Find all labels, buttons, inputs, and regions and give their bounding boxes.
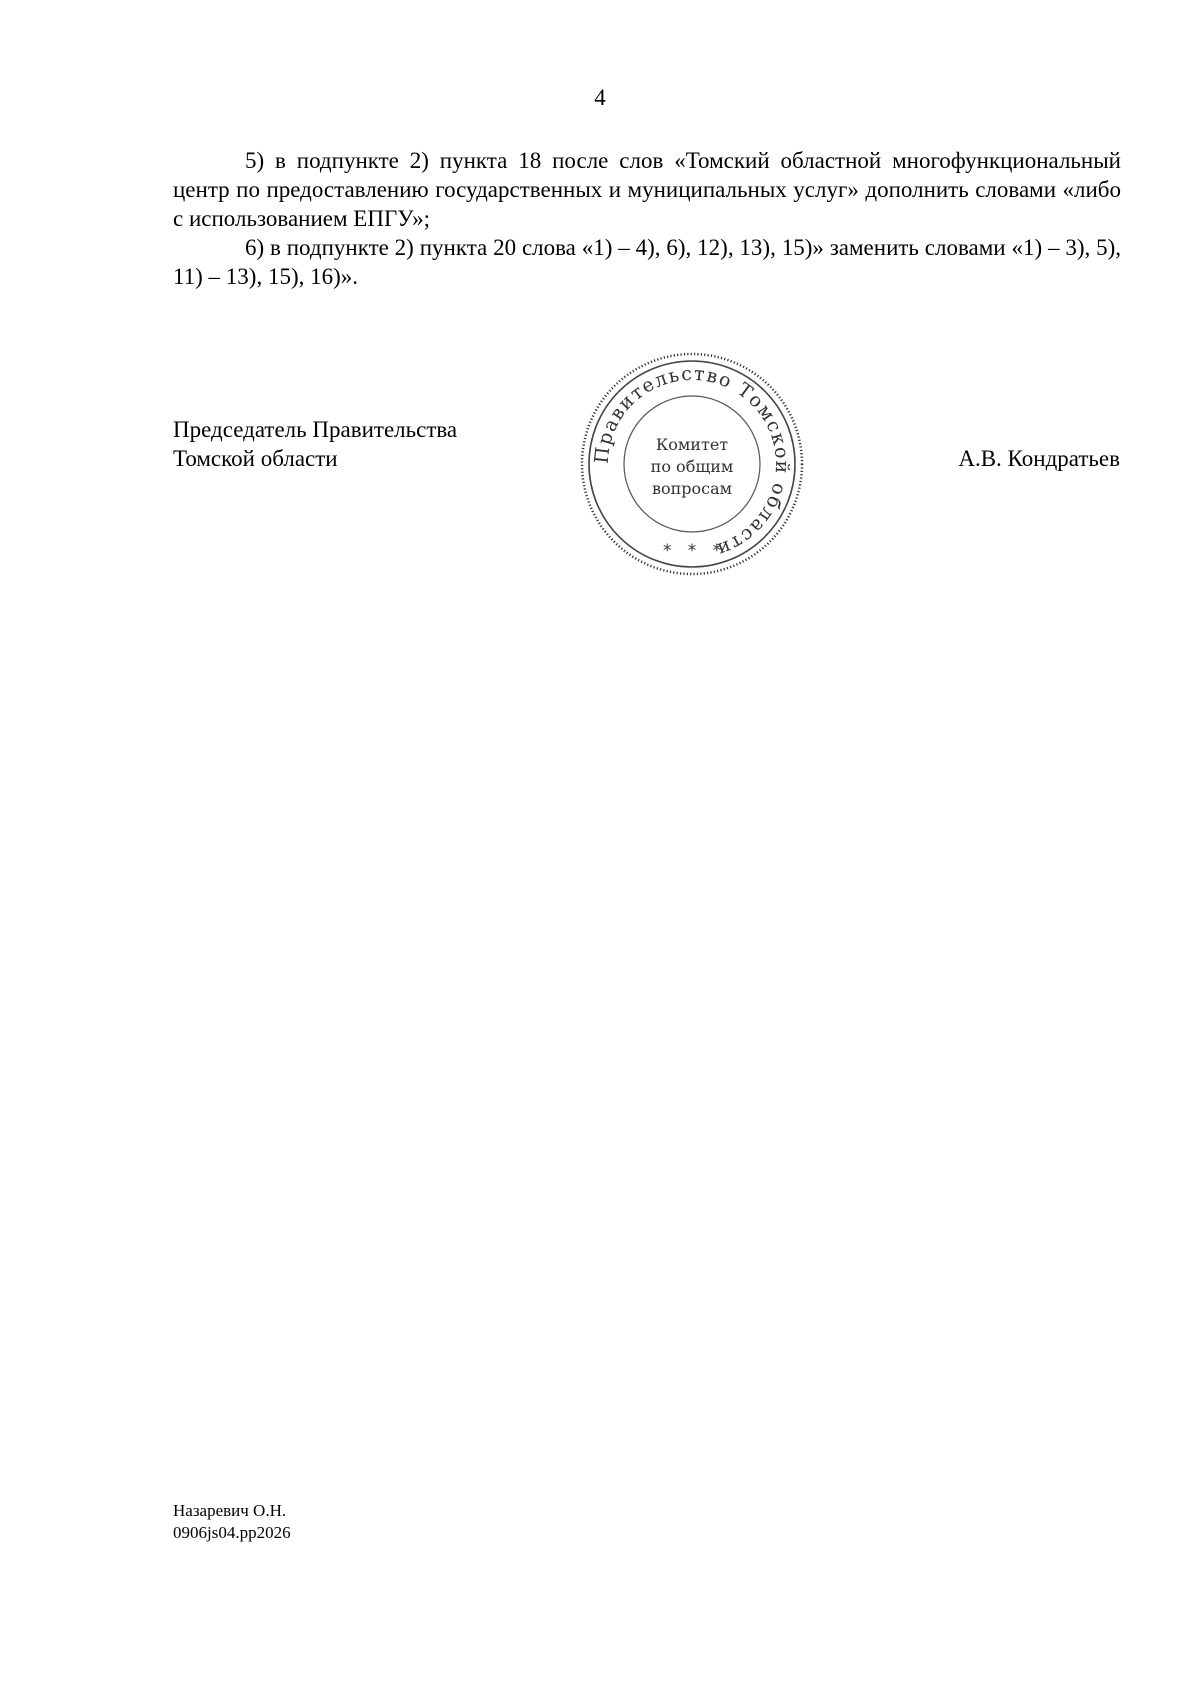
paragraph-item-6: 6) в подпункте 2) пункта 20 слова «1) – 4), 6), 12), 13), 15)» заменить словами «1) – 3), 5), 11) – 13), 15), 16)». (173, 235, 1121, 289)
page-number: 4 (594, 85, 606, 110)
signer-position-line2: Томской области (173, 446, 338, 471)
seal-graphic (578, 350, 806, 578)
seal-stars: * * * (663, 541, 721, 561)
official-seal (578, 350, 806, 578)
document-footer (173, 1500, 291, 1544)
paragraph-item-5: 5) в подпункте 2) пункта 18 после слов «Томский областной многофункциональный центр по предоставлению государственных и муниципальных услуг» дополнить словами «либо с использованием ЕПГУ»; (173, 148, 1121, 231)
document-body (173, 146, 1121, 291)
seal-ring-text: Правительство Томской области (590, 362, 794, 562)
seal-center-line2: по общим (650, 457, 734, 476)
signer-position (173, 415, 457, 473)
seal-center-line3: вопросам (651, 479, 733, 498)
seal-center-line1: Комитет (655, 435, 729, 454)
signer-position-line1: Председатель Правительства (173, 417, 458, 442)
footer-author: Назаревич О.Н. (173, 1501, 287, 1520)
signer-name: А.В. Кондратьев (958, 446, 1120, 471)
footer-file-code: 0906js04.pp2026 (173, 1523, 291, 1542)
